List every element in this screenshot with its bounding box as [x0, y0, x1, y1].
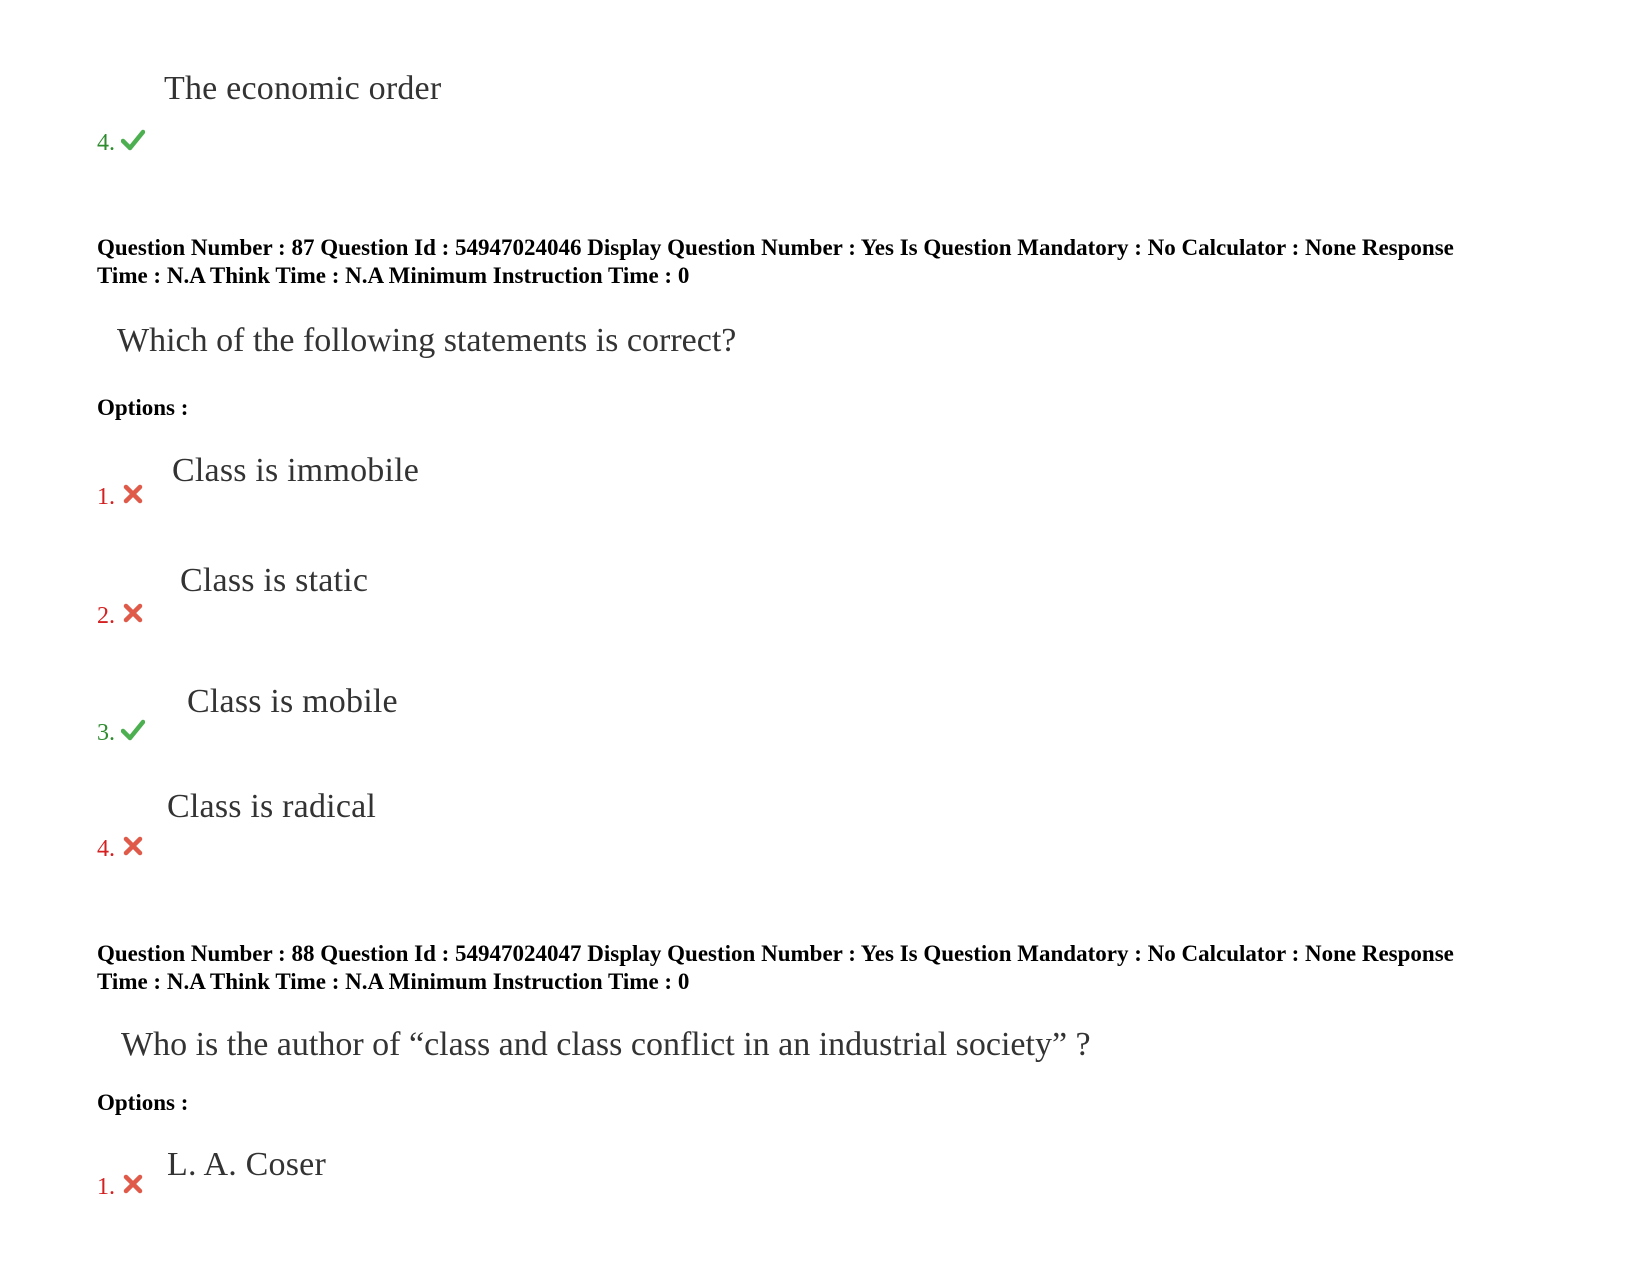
option-number-label: 3. [97, 720, 115, 746]
check-icon [121, 128, 145, 152]
question-meta-line2: Time : N.A Think Time : N.A Minimum Instruction Time : 0 [97, 263, 690, 288]
check-icon [121, 718, 145, 742]
cross-icon [121, 601, 145, 625]
question-text: Who is the author of “class and class conflict in an industrial society” ? [121, 1026, 1091, 1063]
question-meta [97, 234, 1577, 290]
option-number-label: 4. [97, 836, 115, 862]
option-number [97, 482, 145, 511]
option-number-label: 4. [97, 130, 115, 156]
option-text: Class is radical [167, 788, 377, 825]
question-meta-line2: Time : N.A Think Time : N.A Minimum Instruction Time : 0 [97, 969, 690, 994]
option-number-label: 2. [97, 603, 115, 629]
question-meta [97, 940, 1577, 996]
cross-icon [121, 834, 145, 858]
option-number [97, 1172, 145, 1201]
option-number [97, 128, 145, 157]
option-text: Class is static [180, 562, 369, 599]
option-number-label: 1. [97, 1174, 115, 1200]
option-number [97, 834, 145, 863]
option-text: Class is immobile [172, 452, 420, 489]
option-number [97, 601, 145, 630]
question-meta-line1: Question Number : 88 Question Id : 54947024047 Display Question Number : Yes Is Question Mandatory : No Calculator : None Response [97, 941, 1454, 966]
option-text: L. A. Coser [167, 1146, 326, 1183]
question-meta-line1: Question Number : 87 Question Id : 54947024046 Display Question Number : Yes Is Question Mandatory : No Calculator : None Response [97, 235, 1454, 260]
cross-icon [121, 482, 145, 506]
option-number-label: 1. [97, 484, 115, 510]
option-number [97, 718, 145, 747]
question-text: Which of the following statements is correct? [117, 322, 737, 359]
options-label: Options : [97, 1090, 189, 1115]
cross-icon [121, 1172, 145, 1196]
options-label: Options : [97, 395, 189, 420]
option-text: The economic order [164, 70, 442, 107]
option-text: Class is mobile [187, 683, 398, 720]
